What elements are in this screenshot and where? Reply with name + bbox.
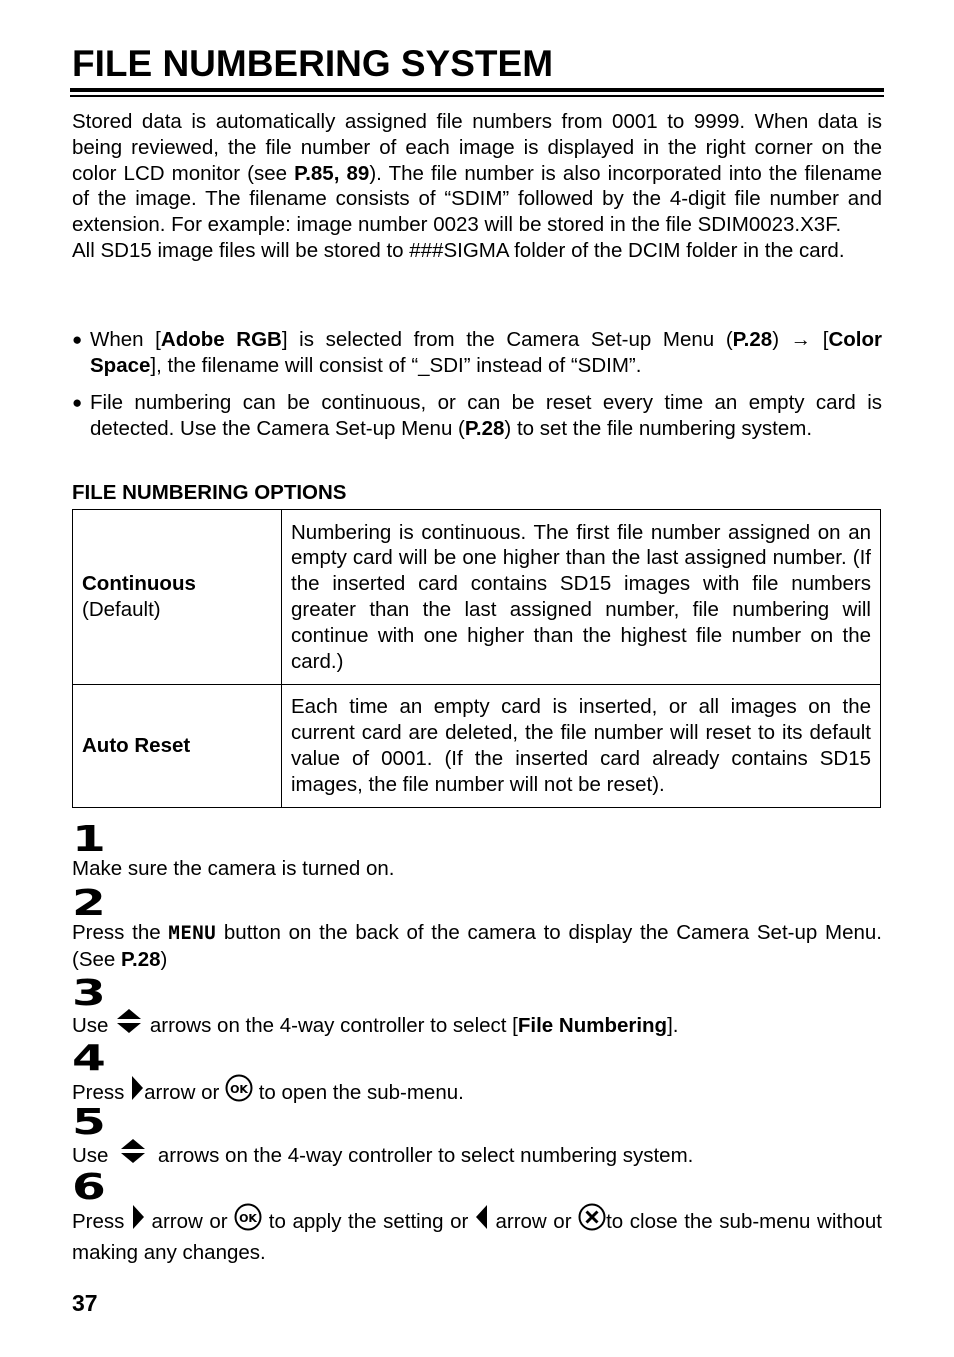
ok-button-icon <box>225 1074 253 1109</box>
step-number-1: 1 <box>72 819 106 860</box>
page-title: FILE NUMBERING SYSTEM <box>72 43 554 84</box>
option-name-cell <box>73 685 282 808</box>
bullet-file-numbering <box>72 390 882 442</box>
step-2-page-ref: P.28 <box>121 947 161 971</box>
step-number-6: 6 <box>72 1167 106 1208</box>
title-rule-thin <box>70 95 884 97</box>
left-arrow-icon <box>475 1204 489 1237</box>
menu-button-label: MENU <box>168 922 217 944</box>
svg-text:OK: OK <box>239 1212 258 1225</box>
step-5-text <box>72 1140 882 1173</box>
cancel-button-icon <box>578 1203 606 1238</box>
step-4-text-b: arrow or <box>144 1080 225 1104</box>
step-3-bold-file-numbering: File Numbering <box>517 1013 668 1037</box>
bullet-mark: ● <box>72 393 83 412</box>
option-name: Continuous <box>82 572 196 596</box>
intro-paragraph-1 <box>72 109 882 238</box>
bullet-mark: ● <box>72 330 83 349</box>
step-6-text <box>72 1205 882 1266</box>
svg-text:OK: OK <box>230 1083 248 1096</box>
intro-text <box>72 109 882 264</box>
step-number-3: 3 <box>72 973 106 1014</box>
step-3-text-b: arrows on the 4-way controller to select [ <box>144 1013 518 1037</box>
bullet-2-text-b: ) to set the file numbering system. <box>504 416 813 440</box>
step-5-text-b: arrows on the 4-way controller to select numbering system. <box>152 1143 694 1167</box>
step-5-text-a: Use <box>72 1143 115 1167</box>
step-6-text-e: to close the sub-menu without making any changes. <box>72 1209 882 1264</box>
options-table <box>72 509 881 808</box>
right-arrow-icon <box>130 1075 144 1108</box>
bullet-1-bold-adobe-rgb: Adobe RGB <box>160 328 282 351</box>
up-down-arrows-icon <box>114 1008 144 1041</box>
step-number-2: 2 <box>72 883 106 924</box>
step-4-text <box>72 1076 882 1111</box>
bullet-1-text-d: ) → [ <box>772 328 829 351</box>
step-4-text-c: to open the sub-menu. <box>253 1080 464 1104</box>
bullet-2-page-ref: P.28 <box>464 416 505 440</box>
intro-p1-page-ref: P.85, 89 <box>294 161 370 185</box>
step-2-text <box>72 920 882 973</box>
step-number-5: 5 <box>72 1102 106 1143</box>
bullet-1-text-e: ], the filename will consist of “_SDI” instead of “SDIM”. <box>150 353 642 377</box>
step-3-text-c: ]. <box>667 1013 679 1037</box>
bullet-2-text-a: File numbering can be continuous, or can be reset every time an empty card is detected. Use the Camera Set-up Menu ( <box>90 391 882 440</box>
page-number: 37 <box>72 1290 98 1316</box>
options-heading: FILE NUMBERING OPTIONS <box>72 481 347 504</box>
bullet-1-page-ref: P.28 <box>732 328 773 351</box>
option-name: Auto Reset <box>82 734 191 758</box>
option-description: Each time an empty card is inserted, or all images on the current card are deleted, the file number will reset to its default value of 0001. (If the inserted card already contains SD15 images, the file number will not be reset). <box>282 685 881 808</box>
table-row <box>73 685 881 808</box>
right-arrow-icon <box>131 1204 145 1237</box>
step-3-text-a: Use <box>72 1013 115 1037</box>
step-2-text-a: Press the <box>72 921 169 944</box>
step-number-4: 4 <box>72 1038 106 1079</box>
step-3-text <box>72 1010 882 1043</box>
bullet-color-space <box>72 327 882 379</box>
step-6-text-a: Press <box>72 1209 131 1233</box>
step-1-text: Make sure the camera is turned on. <box>72 857 395 880</box>
intro-p1-text-a: Stored data is automatically assigned file numbers from 0001 to 9999. When data is being reviewed, the file number of each image is displayed in the right corner on the color LCD monitor (see <box>72 110 882 185</box>
step-6-text-b: arrow or <box>144 1209 235 1233</box>
step-2-text-c: ) <box>160 947 168 971</box>
ok-button-icon <box>234 1203 262 1238</box>
bullet-1-text-a: When [ <box>90 328 161 351</box>
option-note: (Default) <box>82 598 161 621</box>
title-rule-thick <box>70 88 884 92</box>
bullet-text <box>90 327 882 379</box>
option-name-cell <box>73 510 282 685</box>
step-6-text-c: to apply the setting or <box>262 1209 475 1233</box>
step-4-text-a: Press <box>72 1080 131 1104</box>
up-down-arrows-icon <box>114 1138 152 1171</box>
option-description: Numbering is continuous. The first file number assigned on an empty card will be one higher than the last assigned number. (If the inserted card contains SD15 images with file numbers greater than the last assigned number, file numbering will continue with one higher than the highest file number on the card.) <box>282 510 881 685</box>
intro-paragraph-2: All SD15 image files will be stored to ###SIGMA folder of the DCIM folder in the card. <box>72 238 845 262</box>
intro-p1-text-b: ). The file number is also incorporated into the filename of the image. The filename consists of “SDIM” followed by the 4-digit file number and extension. For example: image number 0023 will be stored in the file SDIM0023.X3F. <box>72 161 883 237</box>
step-2-text-b: button on the back of the camera to display the Camera Set-up Menu. (See <box>72 921 882 971</box>
step-6-text-d: arrow or <box>488 1209 579 1233</box>
bullet-1-text-c: ] is selected from the Camera Set-up Menu ( <box>281 328 733 351</box>
bullet-1-bold-color-space: Color Space <box>90 328 882 377</box>
table-row <box>73 510 881 685</box>
bullet-text <box>90 390 882 442</box>
